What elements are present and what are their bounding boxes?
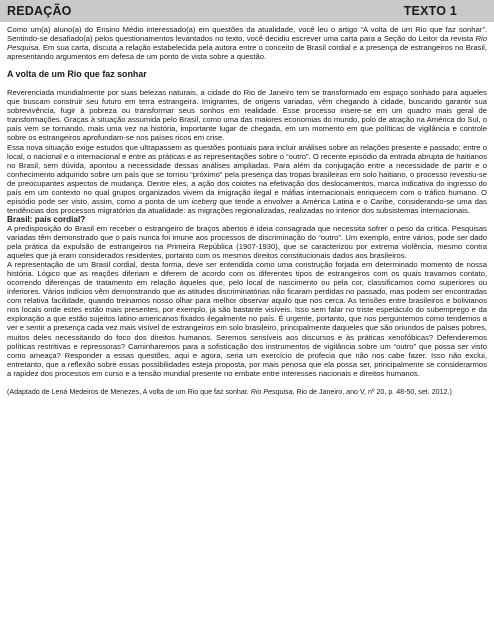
article-subtitle: Brasil: país cordial? [7, 214, 86, 224]
instructions-text-1: Como um(a) aluno(a) do Ensino Médio interessado(a) em questões da atualidade, você leu o artigo “A volta de um Rio que faz sonhar”. Sentindo-se desafiado(a) pelos questionamentos levantados no texto, você decidiu escrever uma carta para a Seção do Leitor da revista [7, 25, 487, 44]
magazine-name: Rio Pesquisa [7, 34, 487, 53]
article-paragraph-3: A predisposição do Brasil em receber o estrangeiro de braços abertos é ideia consagrada que necessita sofrer o peso da crítica. Pesquisas variadas têm demonstrado que o país nunca foi imune aos processos de discriminação do “outro”. Um exemplo, entre vários, pode ser dado pela prática da expulsão de estrangeiros na Primeira República (1907-1930), que se caracterizou por extrema violência, mesmo contra aqueles que já eram considerados residentes, portanto com os mesmos direitos constitucionais dados aos brasileiros. [7, 223, 487, 261]
section-title: REDAÇÃO [7, 4, 72, 18]
instructions-text-2: . Em sua carta, discuta a relação estabelecida pela autora entre o conceito de Brasil cordial e a presença de estrangeiros no Brasil, apresentando argumentos em defesa de um ponto de vista sobre a questão. [7, 43, 487, 62]
article-paragraph-2 [7, 143, 487, 215]
paragraph-2-text-a: Essa nova situação exige estudos que ultrapassem as questões pontuais para incluir análises sobre as relações presente e passado; entre o local, o nacional e o internacional e entre as práticas e as representações sobre o “outro”. O recente episódio da entrada abrupta de haitianos no Brasil, sem dúvida, apontou a necessidade dessas análises ampliadas. Para além da conjugação entre a necessidade de partir e o conhecimento adquirido sobre um país que se tornou “próximo” pela presença das tropas brasileiras em solo haitiano, o processo revestiu-se de preocupantes aspectos de mudança. Dentre eles, a ação dos coiotes na efetivação dos deslocamentos, marca indicativa do ingresso do país em um contexto no qual grupos organizados vivem da imigração ilegal e máfias internacionais enriquecem com o tráfico humano. O episódio pode ser visto, assim, como a ponta de um [7, 142, 487, 206]
article-title: A volta de um Rio que faz sonhar [7, 69, 147, 80]
citation-text-2: , Rio de Janeiro, ano V, nº 20, p. 48-50, set. 2012.) [292, 387, 452, 396]
citation-text-1: (Adaptado de Lená Medeiros de Menezes, A volta de um Rio que faz sonhar. [7, 387, 251, 396]
iceberg-term: iceberg [191, 196, 217, 206]
document-body [7, 25, 487, 396]
header-bar [0, 0, 494, 22]
instructions-paragraph [7, 25, 487, 61]
paragraph-2-text-b: que tende a envolver a América Latina e o Caribe, considerando-se uma das tendências dos processos migratórios da atualidade: as migrações regionalizadas, realizadas no interior dos subsistemas internacionais. [7, 196, 487, 215]
source-citation [7, 388, 487, 397]
journal-name: Rio Pesquisa [250, 387, 293, 396]
article-paragraph-4: A representação de um Brasil cordial, desta forma, deve ser entendida como uma construção forjada em determinado momento de nossa história. Lógico que as reações diferiam e diferem de acordo com os diferentes tipos de estrangeiros com os quais travamos contato, ocorrendo diferenças de tratamento em relação àqueles que, pelo local de nascimento ou pela cor, classificamos como superiores ou inferiores. Vários indícios vêm demonstrando que as atitudes discriminatórias não ficaram perdidas no passado, mas podem ser encontradas com relativa facilidade, quando treinamos nosso olhar para melhor observar aquilo que nos cerca. As tensões entre brasileiros e bolivianos nos locais onde estes estão mais presentes, por exemplo, já são bastante visíveis. Isso sem falar no triste espetáculo do subemprego e da exploração a que estão sujeitos latino-americanos fixados ilegalmente no país. É urgente, portanto, que nos perguntemos como tendemos a ver e sentir a presença cada vez mais visível de estrangeiros em solo brasileiro, principalmente daqueles que são oriundos de países pobres, muitos deles necessitando do foco dos direitos humanos. Seremos sensíveis aos discursos e às práticas xenofóbicas? Defenderemos políticas restritivas e repressoras? Caminharemos para a sofisticação dos instrumentos de vigilância sobre um “outro” que possa ser visto como ameaça? Responder a essas questões, aqui e agora, seria um exercício de profecia que não nos cabe fazer. Isso não exclui, entretanto, que a reflexão sobre essas possibilidades esteja proposta, por mais penosa que ela possa ser, principalmente se considerarmos a rapidez dos processos em curso e a tensão mundial presente no embate entre interesses nacionais e direitos humanos. [7, 260, 487, 378]
article-paragraph-1: Reverenciada mundialmente por suas belezas naturais, a cidade do Rio de Janeiro tem se transformado em espaço sonhado para aqueles que buscam construir seu futuro em terra estrangeira. Imigrantes, de origens variadas, vêm chegando à cidade, buscando garantir sua sobrevivência, fugir à pobreza ou transformar seus sonhos em realidade. Esse processo insere-se em um quadro mais geral de transformações. Graças à situação assumida pelo Brasil, como uma das maiores economias do mundo, polo de atração na América do Sul, o país vem se tornando, mais uma vez na história, importante lugar de chegada, em um momento em que políticas de vigilância e controle sobre os estrangeiros aprofundam-se nos países ricos em crise. [7, 88, 487, 143]
text-number-label: TEXTO 1 [403, 4, 457, 18]
